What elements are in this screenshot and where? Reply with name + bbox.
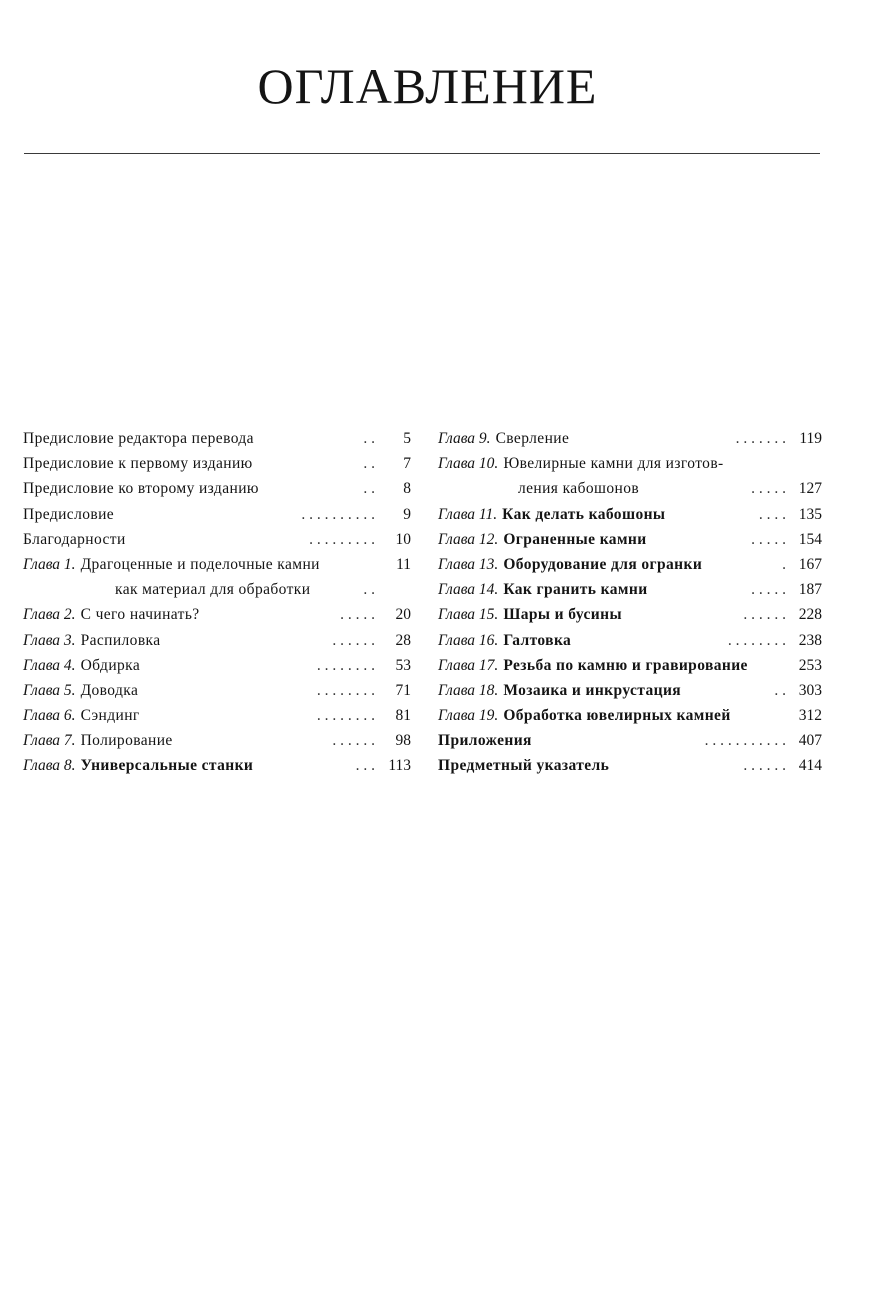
chapter-number: Глава 8. xyxy=(23,757,76,775)
page-number: 154 xyxy=(798,530,822,548)
dot-leader: . . . xyxy=(355,757,375,775)
toc-entry[interactable] xyxy=(23,502,411,527)
toc-entry[interactable] xyxy=(438,527,822,552)
dot-leader: . xyxy=(782,555,786,573)
toc-entry-title: Обдирка xyxy=(80,656,141,674)
page-number: 253 xyxy=(798,656,822,674)
toc-entry-label xyxy=(438,678,681,703)
page-number: 407 xyxy=(798,732,822,750)
toc-entry-title: Ювелирные камни для изготов- xyxy=(503,455,724,473)
page-number: 71 xyxy=(395,681,411,699)
toc-entry-title: Приложения xyxy=(438,732,532,750)
toc-entry[interactable] xyxy=(438,753,822,778)
page-number: 8 xyxy=(403,480,411,498)
toc-entry-title: Обработка ювелирных камней xyxy=(503,707,731,725)
page-number: 10 xyxy=(395,530,411,548)
toc-entry-label xyxy=(438,728,532,753)
toc-entry-title: Полирование xyxy=(80,732,173,750)
chapter-number: Глава 17. xyxy=(438,656,499,674)
toc-entry-title: Шары и бусины xyxy=(503,606,622,624)
toc-entry[interactable] xyxy=(438,728,822,753)
toc-entry-title: Мозаика и инкрустация xyxy=(503,681,682,699)
page-title: ОГЛАВЛЕНИЕ xyxy=(257,58,598,114)
toc-entry[interactable] xyxy=(23,476,411,501)
toc-entry-title: Галтовка xyxy=(503,631,572,649)
chapter-number: Глава 2. xyxy=(23,606,76,624)
page-number: 414 xyxy=(798,757,822,775)
toc-entry[interactable] xyxy=(23,753,411,778)
chapter-number: Глава 18. xyxy=(438,681,499,699)
toc-entry-label xyxy=(438,703,731,728)
toc-entry[interactable] xyxy=(23,527,411,552)
toc-entry-label xyxy=(438,602,622,627)
toc-entry-title: Резьба по камню и гравирование xyxy=(503,656,748,674)
dot-leader: . . . . . xyxy=(751,581,786,599)
toc-entry[interactable] xyxy=(23,728,411,753)
dot-leader: . . xyxy=(363,480,375,498)
chapter-number: Глава 12. xyxy=(438,530,499,548)
toc-entry-label xyxy=(438,426,569,451)
chapter-number: Глава 16. xyxy=(438,631,499,649)
dot-leader: . . xyxy=(363,455,375,473)
page-number: 135 xyxy=(798,505,822,523)
toc-entry[interactable] xyxy=(23,426,411,451)
dot-leader: . . . . . xyxy=(340,606,375,624)
toc-entry-label xyxy=(438,577,648,602)
dot-leader: . . xyxy=(363,581,375,599)
toc-entry-label xyxy=(438,527,647,552)
toc-entry[interactable] xyxy=(438,678,822,703)
toc-entry[interactable] xyxy=(23,678,411,703)
chapter-number: Глава 1. xyxy=(23,555,76,573)
page-number: 238 xyxy=(798,631,822,649)
toc-entry-label xyxy=(23,451,253,476)
toc-entry-label xyxy=(23,628,161,653)
toc-entry-label xyxy=(23,678,138,703)
toc-entry[interactable] xyxy=(438,703,822,728)
toc-entry-title: Сэндинг xyxy=(80,707,140,725)
toc-entry[interactable] xyxy=(438,451,822,476)
dot-leader: . . xyxy=(774,681,786,699)
toc-entry[interactable] xyxy=(23,577,411,602)
dot-leader: . . xyxy=(363,430,375,447)
dot-leader: . . . . . . . xyxy=(735,430,786,447)
toc-entry-title: как материал для обработки xyxy=(115,581,311,599)
page-number: 9 xyxy=(403,505,411,523)
toc-entry-label xyxy=(438,753,609,778)
dot-leader: . . . . . . . . xyxy=(727,631,786,649)
toc-entry-label xyxy=(438,552,702,577)
toc-entry-title: Предисловие ко второму изданию xyxy=(23,480,259,498)
toc-entry-title: Драгоценные и поделочные камни xyxy=(80,555,320,573)
chapter-number: Глава 4. xyxy=(23,656,76,674)
toc-entry-title: Как гранить камни xyxy=(503,581,648,599)
toc-left-column xyxy=(23,426,411,779)
page-number: 303 xyxy=(798,681,822,699)
toc-entry[interactable] xyxy=(438,577,822,602)
dot-leader: . . . . . . xyxy=(743,606,786,624)
page-number: 113 xyxy=(388,757,411,775)
toc-entry[interactable] xyxy=(23,602,411,627)
toc-entry[interactable] xyxy=(438,426,822,451)
toc-entry[interactable] xyxy=(23,653,411,678)
page-number: 11 xyxy=(396,555,411,573)
toc-entry-label xyxy=(23,527,126,552)
toc-right-column xyxy=(438,426,822,779)
toc-entry-title: Предисловие к первому изданию xyxy=(23,455,253,473)
chapter-number: Глава 19. xyxy=(438,707,499,725)
page-number: 5 xyxy=(403,430,411,447)
chapter-number: Глава 15. xyxy=(438,606,499,624)
page-number: 312 xyxy=(798,707,822,725)
toc-entry-title: Распиловка xyxy=(80,631,161,649)
page-number: 119 xyxy=(799,430,822,447)
toc-entry[interactable] xyxy=(23,451,411,476)
dot-leader: . . . . . . xyxy=(332,631,375,649)
dot-leader: . . . . . . xyxy=(332,732,375,750)
page-number: 20 xyxy=(395,606,411,624)
toc-entry-title: Благодарности xyxy=(23,530,126,548)
toc-entry-label xyxy=(518,476,639,501)
toc-entry-label xyxy=(438,628,571,653)
toc-entry-label xyxy=(115,577,310,602)
toc-entry-title: Доводка xyxy=(80,681,139,699)
toc-entry-label xyxy=(23,552,320,577)
page-number: 127 xyxy=(798,480,822,498)
toc-entry[interactable] xyxy=(438,552,822,577)
toc-entry[interactable] xyxy=(23,628,411,653)
toc-entry[interactable] xyxy=(23,552,411,577)
dot-leader: . . . . . . . . xyxy=(316,681,375,699)
toc-entry[interactable] xyxy=(438,476,822,501)
dot-leader: . . . . . xyxy=(751,530,786,548)
page-number: 187 xyxy=(798,581,822,599)
toc-entry[interactable] xyxy=(438,628,822,653)
page-number: 81 xyxy=(395,707,411,725)
toc-entry[interactable] xyxy=(23,703,411,728)
toc-entry-label xyxy=(23,476,259,501)
page-number: 98 xyxy=(395,732,411,750)
dot-leader: . . . . . . . . xyxy=(316,656,375,674)
toc-entry[interactable] xyxy=(438,602,822,627)
dot-leader: . . . . . . . . . . xyxy=(301,505,375,523)
toc-entry-label xyxy=(438,653,748,678)
toc-entry-label xyxy=(23,703,140,728)
chapter-number: Глава 9. xyxy=(438,430,491,447)
page-number: 7 xyxy=(403,455,411,473)
toc-entry-label xyxy=(438,502,665,527)
toc-entry-label xyxy=(23,653,140,678)
toc-entry-label xyxy=(438,451,724,476)
toc-entry-title: ления кабошонов xyxy=(518,480,640,498)
chapter-number: Глава 14. xyxy=(438,581,499,599)
chapter-number: Глава 6. xyxy=(23,707,76,725)
title-divider xyxy=(24,153,820,154)
page-number: 228 xyxy=(798,606,822,624)
dot-leader: . . . . . xyxy=(751,480,786,498)
toc-entry-title: Сверление xyxy=(495,430,570,447)
toc-entry-label xyxy=(23,728,173,753)
toc-entry-title: Ограненные камни xyxy=(503,530,647,548)
page-number: 167 xyxy=(798,555,822,573)
toc-entry-title: С чего начинать? xyxy=(80,606,200,624)
dot-leader: . . . . . . . . . . . xyxy=(704,732,786,750)
toc-entry-label xyxy=(23,753,253,778)
toc-entry-title: Предисловие редактора перевода xyxy=(23,430,254,447)
toc-entry[interactable] xyxy=(438,502,822,527)
page-number: 28 xyxy=(395,631,411,649)
dot-leader: . . . . xyxy=(758,505,786,523)
chapter-number: Глава 7. xyxy=(23,732,76,750)
chapter-number: Глава 5. xyxy=(23,681,76,699)
toc-entry-title: Предисловие xyxy=(23,505,115,523)
toc-entry-title: Универсальные станки xyxy=(80,757,254,775)
toc-entry-title: Оборудование для огранки xyxy=(503,555,703,573)
page-number: 53 xyxy=(395,656,411,674)
toc-entry-label xyxy=(23,502,114,527)
toc-entry-title: Предметный указатель xyxy=(438,757,610,775)
dot-leader: . . . . . . xyxy=(743,757,786,775)
toc-entry-label xyxy=(23,602,200,627)
chapter-number: Глава 3. xyxy=(23,631,76,649)
toc-entry-label xyxy=(23,426,254,451)
toc-entry[interactable] xyxy=(438,653,822,678)
dot-leader: . . . . . . . . xyxy=(316,707,375,725)
chapter-number: Глава 13. xyxy=(438,555,499,573)
chapter-number: Глава 10. xyxy=(438,455,499,473)
dot-leader: . . . . . . . . . xyxy=(309,530,375,548)
chapter-number: Глава 11. xyxy=(438,505,498,523)
toc-entry-title: Как делать кабошоны xyxy=(502,505,666,523)
